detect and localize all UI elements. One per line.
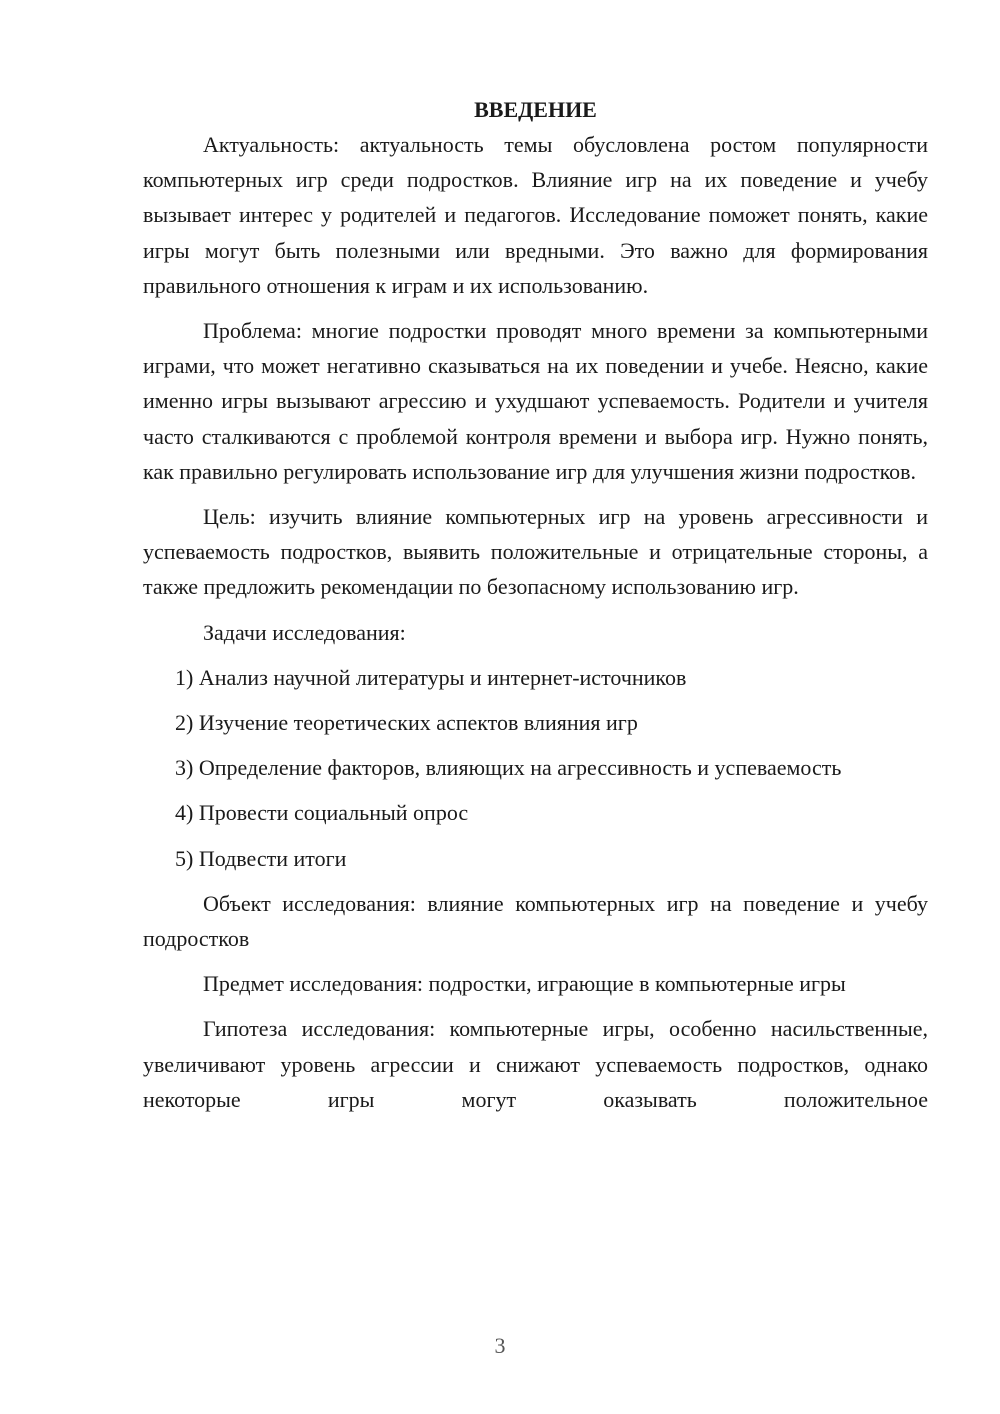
relevance-paragraph: Актуальность: актуальность темы обусловлена ростом популярности компьютерных игр среди подростков. Влияние игр на их поведение и учебу вызывает интерес у родителей и педагогов. Исследование поможет понять, какие игры могут быть полезными или вредными. Это важно для формирования правильного отношения к играм и их использованию. bbox=[143, 132, 928, 298]
subject-paragraph: Предмет исследования: подростки, играющие в компьютерные игры bbox=[203, 971, 846, 997]
goal-paragraph: Цель: изучить влияние компьютерных игр на уровень агрессивности и успеваемость подростков, выявить положительные и отрицательные стороны, а также предложить рекомендации по безопасному использованию игр. bbox=[143, 504, 928, 600]
page-title: ВВЕДЕНИЕ bbox=[474, 97, 597, 122]
document-page bbox=[143, 92, 928, 1127]
list-item: 5) Подвести итоги bbox=[175, 845, 347, 871]
list-item: 4) Провести социальный опрос bbox=[175, 800, 469, 826]
problem-paragraph: Проблема: многие подростки проводят много времени за компьютерными играми, что может негативно сказываться на их поведении и учебе. Неясно, какие именно игры вызывают агрессию и ухудшают успеваемость. Родители и учителя часто сталкиваются с проблемой контроля времени и выбора игр. Нужно понять, как правильно регулировать использование игр для улучшения жизни подростков. bbox=[143, 318, 928, 484]
list-item: 2) Изучение теоретических аспектов влияния игр bbox=[175, 710, 638, 736]
tasks-list bbox=[143, 660, 928, 876]
object-paragraph: Объект исследования: влияние компьютерных игр на поведение и учебу подростков bbox=[143, 890, 928, 952]
page-number: 3 bbox=[494, 1333, 506, 1358]
list-item: 1) Анализ научной литературы и интернет-источников bbox=[175, 664, 687, 690]
list-item: 3) Определение факторов, влияющих на агрессивность и успеваемость bbox=[175, 755, 842, 781]
hypothesis-paragraph: Гипотеза исследования: компьютерные игры, особенно насильственные, увеличивают уровень агрессии и снижают успеваемость подростков, однако некоторые игры могут оказывать положительное bbox=[143, 1016, 928, 1112]
tasks-heading: Задачи исследования: bbox=[203, 619, 406, 645]
